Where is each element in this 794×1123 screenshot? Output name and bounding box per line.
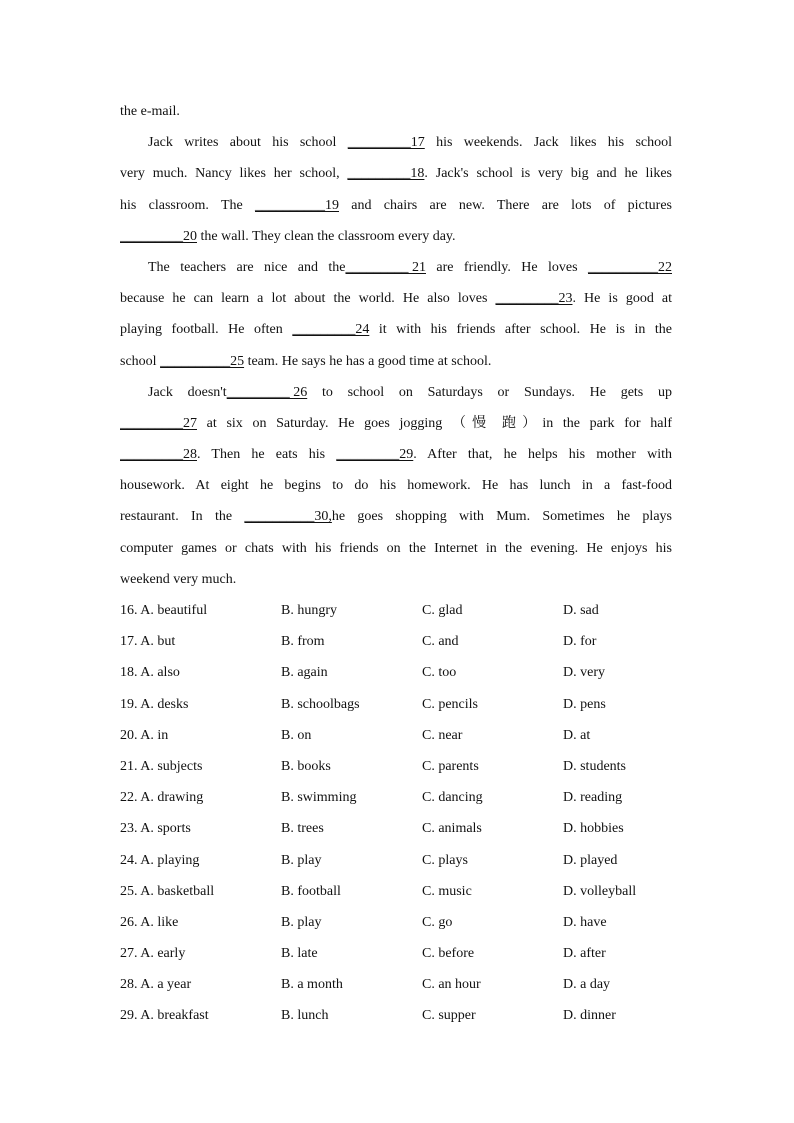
option-d: D. for xyxy=(563,634,597,650)
option-d: D. reading xyxy=(563,790,623,806)
question-options xyxy=(120,595,672,1032)
passage-text: to school on Saturdays or Sundays. He gets up xyxy=(307,384,672,400)
passage-text: it with his friends after school. He is in the xyxy=(369,322,672,338)
option-b: B. on xyxy=(281,727,312,743)
question-row xyxy=(120,720,672,751)
answer-blank: _________27 xyxy=(120,415,197,431)
question-row xyxy=(120,626,672,657)
option-c: C. dancing xyxy=(422,790,483,806)
passage-text: he goes shopping with Mum. Sometimes he plays xyxy=(331,509,672,525)
option-c: C. music xyxy=(422,883,472,899)
option-d: D. pens xyxy=(563,696,606,712)
option-c: C. plays xyxy=(422,852,468,868)
passage-text: his weekends. Jack likes his school xyxy=(424,135,672,151)
passage-text: team. He says he has a good time at school. xyxy=(244,353,492,369)
passage-text: weekend very much. xyxy=(120,571,237,587)
option-d: D. dinner xyxy=(563,1008,616,1024)
option-a: 18. A. also xyxy=(120,665,180,681)
passage-line xyxy=(120,533,672,564)
option-a: 28. A. a year xyxy=(120,977,192,993)
question-row xyxy=(120,876,672,907)
passage-line xyxy=(120,190,672,221)
passage-line xyxy=(120,501,672,532)
option-b: B. trees xyxy=(281,821,324,837)
option-b: B. hungry xyxy=(281,603,337,618)
question-row xyxy=(120,1000,672,1031)
passage-text: computer games or chats with his friends on the Internet in the evening. He enjoys his xyxy=(120,540,672,556)
option-a: 21. A. subjects xyxy=(120,758,203,774)
passage-text: very much. Nancy likes her school, xyxy=(120,166,348,182)
answer-blank: _________ 21 xyxy=(345,259,426,275)
answer-blank: _________23 xyxy=(495,291,573,307)
passage-line xyxy=(120,377,672,408)
question-row xyxy=(120,595,672,626)
option-d: D. have xyxy=(563,914,607,930)
option-c: C. near xyxy=(422,727,463,743)
option-b: B. late xyxy=(281,946,318,962)
option-c: C. too xyxy=(422,665,457,681)
option-b: B. schoolbags xyxy=(281,696,360,712)
passage-line xyxy=(120,314,672,345)
passage-text: playing football. He often xyxy=(120,322,293,338)
answer-blank: _________24 xyxy=(292,322,370,338)
option-d: D. very xyxy=(563,665,605,681)
answer-blank: _________17 xyxy=(347,135,425,151)
question-row xyxy=(120,813,672,844)
option-b: B. books xyxy=(281,758,331,774)
passage-line xyxy=(120,221,672,252)
option-c: C. animals xyxy=(422,821,482,837)
answer-blank: _________28 xyxy=(120,447,197,463)
option-c: C. glad xyxy=(422,603,463,618)
option-a: 16. A. beautiful xyxy=(120,603,208,618)
option-c: C. an hour xyxy=(422,977,481,993)
passage-text: the wall. They clean the classroom every day. xyxy=(197,228,456,244)
answer-blank: __________22 xyxy=(588,259,672,275)
passage-line xyxy=(120,127,672,158)
option-a: 23. A. sports xyxy=(120,821,191,837)
passage-text: school xyxy=(120,353,161,369)
option-d: D. played xyxy=(563,852,618,868)
answer-blank: _________20 xyxy=(120,228,197,244)
cloze-passage xyxy=(120,96,672,595)
answer-blank: __________19 xyxy=(255,197,339,213)
passage-text: and chairs are new. There are lots of pictures xyxy=(339,197,672,213)
option-a: 17. A. but xyxy=(120,634,176,650)
passage-line xyxy=(120,564,672,595)
answer-blank: _________29 xyxy=(336,447,414,463)
question-row xyxy=(120,751,672,782)
answer-blank: _________18 xyxy=(347,166,425,182)
option-a: 24. A. playing xyxy=(120,852,200,868)
option-a: 22. A. drawing xyxy=(120,790,204,806)
question-row xyxy=(120,938,672,969)
option-d: D. after xyxy=(563,946,606,962)
question-row xyxy=(120,689,672,720)
option-a: 25. A. basketball xyxy=(120,883,215,899)
passage-line xyxy=(120,439,672,470)
answer-blank: __________25 xyxy=(160,353,245,369)
passage-text: because he can learn a lot about the world. He also loves xyxy=(120,291,496,307)
question-row xyxy=(120,782,672,813)
passage-text: . Jack's school is very big and he likes xyxy=(424,166,672,182)
option-d: D. volleyball xyxy=(563,883,637,899)
passage-line xyxy=(120,346,672,377)
option-a: 19. A. desks xyxy=(120,696,189,712)
passage-line xyxy=(120,408,672,439)
question-row xyxy=(120,845,672,876)
option-d: D. at xyxy=(563,727,591,743)
option-c: C. supper xyxy=(422,1008,476,1024)
passage-line xyxy=(120,158,672,189)
passage-text: . Then he eats his xyxy=(197,447,337,463)
document-page xyxy=(120,96,672,1032)
option-a: 20. A. in xyxy=(120,727,169,743)
question-row xyxy=(120,657,672,688)
option-d: D. students xyxy=(563,758,626,774)
passage-text: . He is good at xyxy=(572,291,672,307)
passage-text: at six on Saturday. He goes jogging （慢 跑）in the park for half xyxy=(197,415,672,431)
option-c: C. pencils xyxy=(422,696,478,712)
passage-text: the e-mail. xyxy=(120,104,180,119)
option-b: B. swimming xyxy=(281,790,357,806)
passage-line xyxy=(120,96,672,127)
option-b: B. a month xyxy=(281,977,343,993)
option-a: 27. A. early xyxy=(120,946,186,962)
option-b: B. play xyxy=(281,852,322,868)
option-d: D. sad xyxy=(563,603,599,618)
option-d: D. hobbies xyxy=(563,821,624,837)
question-row xyxy=(120,907,672,938)
passage-text: The teachers are nice and the xyxy=(148,259,346,275)
option-b: B. play xyxy=(281,914,322,930)
option-c: C. go xyxy=(422,914,453,930)
passage-text: . After that, he helps his mother with xyxy=(413,447,672,463)
passage-text: Jack writes about his school xyxy=(148,135,348,151)
passage-line xyxy=(120,470,672,501)
answer-blank: __________30, xyxy=(244,509,332,525)
answer-blank: _________ 26 xyxy=(226,384,308,400)
option-b: B. again xyxy=(281,665,328,681)
passage-line xyxy=(120,283,672,314)
passage-text: are friendly. He loves xyxy=(425,259,588,275)
passage-text: restaurant. In the xyxy=(120,509,245,525)
option-c: C. before xyxy=(422,946,475,962)
option-b: B. lunch xyxy=(281,1008,329,1024)
option-b: B. football xyxy=(281,883,341,899)
passage-text: his classroom. The xyxy=(120,197,255,213)
option-d: D. a day xyxy=(563,977,611,993)
passage-text: housework. At eight he begins to do his homework. He has lunch in a fast-food xyxy=(120,478,672,494)
passage-text: Jack doesn't xyxy=(148,384,227,400)
option-b: B. from xyxy=(281,634,325,650)
option-a: 29. A. breakfast xyxy=(120,1008,209,1024)
option-a: 26. A. like xyxy=(120,914,179,930)
question-row xyxy=(120,969,672,1000)
option-c: C. parents xyxy=(422,758,479,774)
passage-line xyxy=(120,252,672,283)
option-c: C. and xyxy=(422,634,459,650)
